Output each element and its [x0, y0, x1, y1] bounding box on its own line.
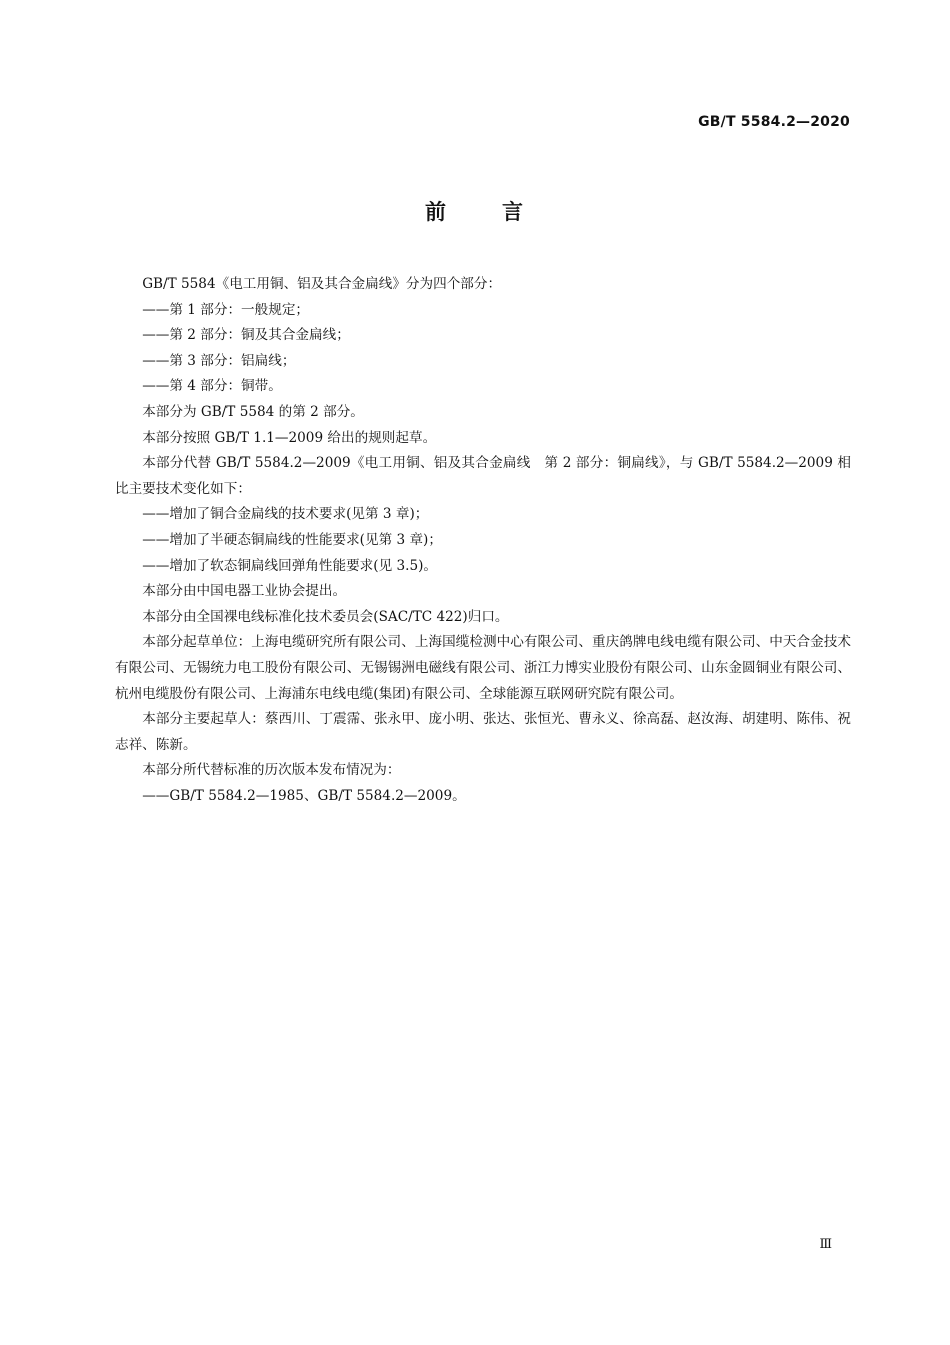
list-item-part-1: ——第 1 部分：一般规定； — [142, 301, 310, 318]
paragraph-centralized-by: 本部分由全国裸电线标准化技术委员会(SAC/TC 422)归口。 — [142, 608, 509, 625]
paragraph-part-statement: 本部分为 GB/T 5584 的第 2 部分。 — [142, 403, 364, 420]
paragraph-parts-intro: GB/T 5584《电工用铜、铝及其合金扁线》分为四个部分： — [142, 276, 502, 292]
paragraph-replaces: 本部分代替 GB/T 5584.2—2009《电工用铜、铝及其合金扁线 第 2 部分：铜扁线》，与 GB/T 5584.2—2009 相比主要技术变化如下： — [115, 455, 851, 497]
paragraph-drafting-rules: 本部分按照 GB/T 1.1—2009 给出的规则起草。 — [142, 429, 437, 446]
title-char-2: 言 — [502, 200, 525, 224]
list-item-part-4: ——第 4 部分：铜带。 — [142, 378, 282, 395]
title-char-1: 前 — [425, 200, 448, 224]
paragraph-drafting-units: 本部分起草单位：上海电缆研究所有限公司、上海国缆检测中心有限公司、重庆鸽牌电线电缆有限公司、中天合金技术有限公司、无锡统力电工股份有限公司、无锡锡洲电磁线有限公司、浙江力博实业股份有限公司、山东金圆铜业有限公司、杭州电缆股份有限公司、上海浦东电线电缆(集团)有限公司、全球能源互联网研究院有限公司。 — [115, 634, 851, 702]
paragraph-history-intro: 本部分所代替标准的历次版本发布情况为： — [142, 762, 401, 779]
standard-code: GB/T 5584.2—2020 — [698, 114, 850, 130]
paragraph-drafters: 本部分主要起草人：蔡西川、丁震霈、张永甲、庞小明、张达、张恒光、曹永义、徐高磊、赵汝海、胡建明、陈伟、祝志祥、陈新。 — [115, 711, 851, 753]
list-item-change-3: ——增加了软态铜扁线回弹角性能要求(见 3.5)。 — [142, 557, 438, 574]
list-item-history: ——GB/T 5584.2—1985、GB/T 5584.2—2009。 — [142, 787, 466, 804]
list-item-part-2: ——第 2 部分：铜及其合金扁线； — [142, 327, 350, 344]
list-item-change-2: ——增加了半硬态铜扁线的性能要求(见第 3 章)； — [142, 531, 442, 548]
list-item-part-3: ——第 3 部分：铝扁线； — [142, 352, 296, 369]
list-item-change-1: ——增加了铜合金扁线的技术要求(见第 3 章)； — [142, 506, 429, 523]
foreword-body — [115, 272, 851, 809]
paragraph-proposed-by: 本部分由中国电器工业协会提出。 — [142, 583, 347, 600]
section-title — [0, 196, 950, 226]
page-number: Ⅲ — [819, 1237, 832, 1252]
